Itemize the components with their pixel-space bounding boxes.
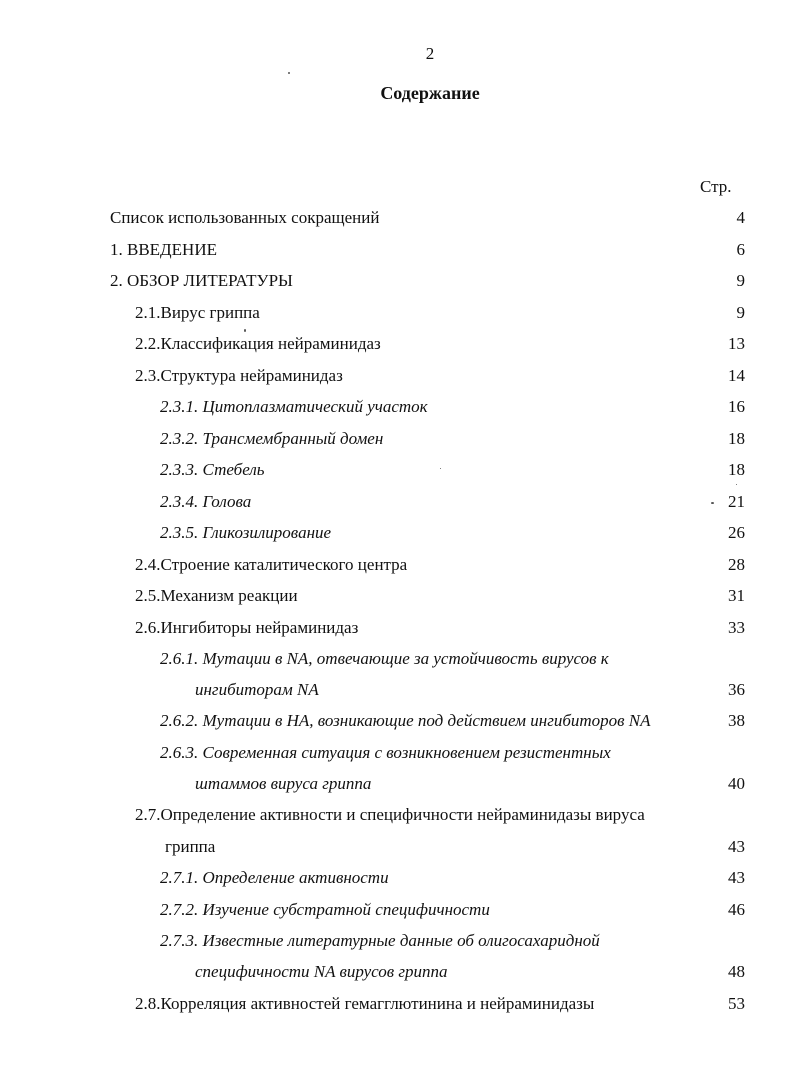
toc-entry-page: 13 bbox=[728, 334, 745, 353]
toc-entry-page: 31 bbox=[728, 586, 745, 605]
toc-entry bbox=[0, 521, 795, 545]
toc-entry bbox=[0, 458, 795, 482]
toc-entry-page: 9 bbox=[736, 303, 745, 322]
toc-entry-page: 46 bbox=[728, 900, 745, 919]
toc-entry-title: ингибиторам NA bbox=[195, 680, 319, 699]
toc-entry-title: 2.6.1. Мутации в NA, отвечающие за устойчивость вирусов к bbox=[160, 649, 609, 668]
toc-entry-title: 2.6.2. Мутации в НА, возникающие под действием ингибиторов NA bbox=[160, 711, 651, 730]
toc-entry-page: 53 bbox=[728, 994, 745, 1013]
toc-entry-title: 2.2.Классификация нейраминидаз bbox=[135, 334, 381, 353]
toc-entry bbox=[0, 238, 795, 262]
toc-entry-page: 40 bbox=[728, 774, 745, 793]
toc-entry bbox=[0, 364, 795, 388]
scan-speck bbox=[288, 72, 290, 74]
scan-speck bbox=[440, 468, 441, 469]
toc-entry-title: 2.6.3. Современная ситуация с возникновением резистентных bbox=[160, 743, 611, 762]
toc-entry-page: 28 bbox=[728, 555, 745, 574]
toc-entry bbox=[0, 647, 795, 671]
scan-speck bbox=[711, 502, 714, 504]
toc-entry-page: 36 bbox=[728, 680, 745, 699]
toc-entry-page: 18 bbox=[728, 460, 745, 479]
toc-entry-page: 6 bbox=[736, 240, 745, 259]
toc-entry bbox=[0, 835, 795, 859]
toc-entry-page: 16 bbox=[728, 397, 745, 416]
toc-entry-page: 26 bbox=[728, 523, 745, 542]
toc-entry-page: 43 bbox=[728, 837, 745, 856]
toc-entry-page: 14 bbox=[728, 366, 745, 385]
toc-entry bbox=[0, 960, 795, 984]
toc-entry bbox=[0, 269, 795, 293]
toc-entry-title: Список использованных сокращений bbox=[110, 208, 380, 227]
toc-entry-page: 33 bbox=[728, 618, 745, 637]
toc-entry-page: 38 bbox=[728, 711, 745, 730]
toc-entry bbox=[0, 866, 795, 890]
toc-entry-page: 48 bbox=[728, 962, 745, 981]
toc-entry-title: 2.3.Структура нейраминидаз bbox=[135, 366, 343, 385]
toc-entry bbox=[0, 427, 795, 451]
toc-entry bbox=[0, 553, 795, 577]
toc-entry-title: гриппа bbox=[165, 837, 216, 856]
toc-entry-title: 2.8.Корреляция активностей гемагглютинина и нейраминидазы bbox=[135, 994, 595, 1013]
page-column-header: Стр. bbox=[700, 177, 732, 196]
toc-entry-title: 2.3.5. Гликозилирование bbox=[160, 523, 332, 542]
toc-entry-title: специфичности NA вирусов гриппа bbox=[195, 962, 448, 981]
toc-entry bbox=[0, 395, 795, 419]
toc-entry bbox=[0, 898, 795, 922]
toc-entry-title: 2.5.Механизм реакции bbox=[135, 586, 298, 605]
toc-entry-title: штаммов вируса гриппа bbox=[195, 774, 372, 793]
toc-entry bbox=[0, 301, 795, 325]
toc-entry bbox=[0, 584, 795, 608]
toc-entry-page: 18 bbox=[728, 429, 745, 448]
toc-entry-title: 2.6.Ингибиторы нейраминидаз bbox=[135, 618, 359, 637]
toc-entry-title: 2.7.3. Известные литературные данные об олигосахаридной bbox=[160, 931, 600, 950]
toc-entry-page: 4 bbox=[736, 208, 745, 227]
page-title: Содержание bbox=[380, 83, 480, 103]
toc-entry-title: 2.1.Вирус гриппа bbox=[135, 303, 260, 322]
toc-entry bbox=[0, 206, 795, 230]
toc-entry-title: 2.3.4. Голова bbox=[160, 492, 252, 511]
toc-entry-title: 2.7.2. Изучение субстратной специфичности bbox=[160, 900, 490, 919]
toc-entry-title: 2.4.Строение каталитического центра bbox=[135, 555, 408, 574]
toc-entry bbox=[0, 616, 795, 640]
toc-entry-page: 9 bbox=[736, 271, 745, 290]
toc-entry bbox=[0, 929, 795, 953]
toc-entry bbox=[0, 803, 795, 827]
toc-entry bbox=[0, 709, 795, 733]
toc-entry-title: 2.7.1. Определение активности bbox=[160, 868, 389, 887]
page-number: 2 bbox=[425, 44, 435, 63]
toc-entry-title: 2.7.Определение активности и специфичности нейраминидазы вируса bbox=[135, 805, 645, 824]
scan-speck bbox=[244, 329, 246, 332]
toc-entry-title: 2. ОБЗОР ЛИТЕРАТУРЫ bbox=[110, 271, 293, 290]
toc-entry bbox=[0, 332, 795, 356]
scan-speck bbox=[736, 484, 737, 485]
toc-entry-page: 21 bbox=[728, 492, 745, 511]
toc-entry-title: 2.3.2. Трансмембранный домен bbox=[160, 429, 384, 448]
toc-entry-title: 1. ВВЕДЕНИЕ bbox=[110, 240, 217, 259]
toc-entry bbox=[0, 992, 795, 1016]
toc-entry bbox=[0, 772, 795, 796]
toc-entry bbox=[0, 490, 795, 514]
toc-entry-title: 2.3.3. Стебель bbox=[160, 460, 265, 479]
toc-entry bbox=[0, 678, 795, 702]
toc-entry bbox=[0, 741, 795, 765]
toc-entry-page: 43 bbox=[728, 868, 745, 887]
toc-entry-title: 2.3.1. Цитоплазматический участок bbox=[160, 397, 428, 416]
